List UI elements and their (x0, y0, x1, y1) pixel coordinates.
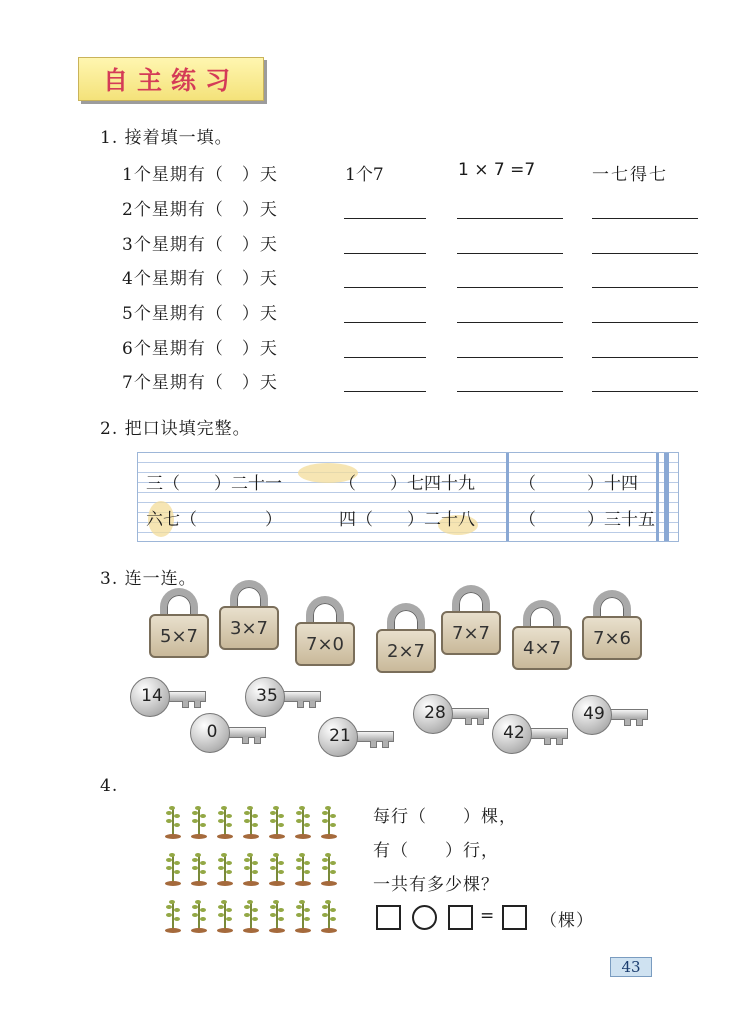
seedling-soil (165, 881, 181, 886)
seedling-icon (191, 852, 207, 888)
staff-barline (506, 453, 509, 541)
seedling-leaf (218, 858, 224, 862)
seedling-leaf (270, 811, 276, 815)
rhyme-blank[interactable]: 六七（ ） (146, 510, 282, 530)
seedling-leaf (278, 861, 284, 865)
seedling-stem (302, 808, 304, 835)
equation-result-box[interactable] (502, 905, 527, 930)
seedling-leaf (226, 823, 232, 827)
seedling-leaf (325, 900, 331, 904)
seedling-icon (217, 852, 233, 888)
q1-row-3 (120, 230, 720, 260)
seedling-leaf (296, 905, 302, 909)
q4-rows-prompt: 有（ ）行， (373, 841, 499, 861)
key-tooth (309, 701, 316, 708)
answer-blank[interactable] (457, 287, 563, 288)
seedling-leaf (195, 806, 201, 810)
lock-label: 7×6 (582, 616, 642, 660)
seedling-leaf (221, 853, 227, 857)
seedling-leaf (330, 870, 336, 874)
seedling-leaf (166, 913, 172, 917)
seedling-icon (269, 805, 285, 841)
seedling-leaf (244, 811, 250, 815)
seedling-leaf (226, 870, 232, 874)
seedling-icon (243, 899, 259, 935)
answer-blank[interactable] (344, 357, 426, 358)
seedling-leaf (270, 858, 276, 862)
seedling-leaf (325, 806, 331, 810)
seedling-leaf (226, 814, 232, 818)
key-label: 35 (256, 686, 278, 706)
seedling-soil (217, 881, 233, 886)
seedling-leaf (244, 905, 250, 909)
q1-row-7 (120, 368, 720, 398)
answer-blank[interactable] (457, 253, 563, 254)
seedling-leaf (174, 908, 180, 912)
q1-row-label: 1个星期有（ ）天 (122, 165, 278, 185)
seedling-leaf (192, 866, 198, 870)
seedling-leaf (322, 905, 328, 909)
key-label: 21 (329, 726, 351, 746)
seedling-leaf (195, 900, 201, 904)
answer-blank[interactable] (457, 357, 563, 358)
seedling-stem (250, 808, 252, 835)
key-tooth (297, 701, 304, 708)
seedling-leaf (278, 917, 284, 921)
q4-number: 4. (100, 776, 119, 796)
seedling-leaf (200, 908, 206, 912)
seedling-leaf (322, 866, 328, 870)
seedling-soil (165, 834, 181, 839)
seedling-leaf (304, 870, 310, 874)
seedling-soil (295, 834, 311, 839)
equation-operator-circle[interactable] (412, 905, 437, 930)
seedling-icon (165, 899, 181, 935)
seedling-leaf (218, 819, 224, 823)
seedling-icon (191, 899, 207, 935)
seedling-icon (165, 852, 181, 888)
seedling-leaf (166, 811, 172, 815)
seedling-stem (198, 808, 200, 835)
seedling-icon (269, 852, 285, 888)
seedling-leaf (304, 814, 310, 818)
lock-label: 7×0 (295, 622, 355, 666)
key-label: 42 (503, 723, 525, 743)
answer-blank[interactable] (344, 391, 426, 392)
seedling-leaf (218, 811, 224, 815)
section-title: 自主练习 (78, 57, 264, 101)
seedling-icon (165, 805, 181, 841)
seedling-soil (321, 834, 337, 839)
seedling-leaf (273, 900, 279, 904)
seedling-leaf (247, 806, 253, 810)
music-staff-panel (137, 452, 679, 542)
q1-row-6 (120, 334, 720, 364)
lock[interactable] (376, 603, 436, 673)
equals-sign: = (480, 906, 496, 926)
q1-row-label: 5个星期有（ ）天 (122, 304, 278, 324)
seedling-stem (172, 808, 174, 835)
seedling-leaf (270, 819, 276, 823)
seedling-stem (302, 855, 304, 882)
seedling-leaf (296, 811, 302, 815)
q1-row-5 (120, 299, 720, 329)
seedling-leaf (330, 861, 336, 865)
answer-blank[interactable] (457, 218, 563, 219)
seedling-leaf (226, 861, 232, 865)
seedling-leaf (252, 861, 258, 865)
lock[interactable] (149, 588, 209, 658)
seedling-leaf (174, 814, 180, 818)
seedling-leaf (325, 853, 331, 857)
key-tooth (194, 701, 201, 708)
seedling-stem (328, 902, 330, 929)
seedling-leaf (174, 917, 180, 921)
seedling-leaf (221, 806, 227, 810)
seedling-soil (191, 881, 207, 886)
rhyme-blank[interactable]: （ ）三十五 (519, 510, 655, 530)
seedling-stem (328, 855, 330, 882)
seedling-icon (295, 805, 311, 841)
seedling-soil (269, 881, 285, 886)
q1-row-4 (120, 264, 720, 294)
seedling-leaf (174, 823, 180, 827)
key-tooth (465, 718, 472, 725)
seedling-stem (172, 855, 174, 882)
seedling-soil (217, 834, 233, 839)
seedling-leaf (192, 811, 198, 815)
key[interactable] (130, 677, 208, 717)
seedling-leaf (330, 814, 336, 818)
seedling-leaf (330, 908, 336, 912)
key-tooth (636, 719, 643, 726)
q4-per-row-prompt: 每行（ ）棵， (373, 807, 517, 827)
seedling-leaf (226, 908, 232, 912)
seedling-icon (321, 899, 337, 935)
seedling-leaf (247, 900, 253, 904)
seedling-leaf (296, 913, 302, 917)
seedling-stem (198, 902, 200, 929)
seedling-leaf (169, 806, 175, 810)
q3-title: 3. 连一连。 (100, 569, 197, 589)
seedling-icon (243, 805, 259, 841)
seedling-icon (217, 805, 233, 841)
seedling-leaf (247, 853, 253, 857)
seedling-icon (191, 805, 207, 841)
seedling-icon (321, 805, 337, 841)
q2-title: 2. 把口诀填完整。 (100, 419, 251, 439)
seedling-icon (217, 899, 233, 935)
key-tooth (242, 737, 249, 744)
key-label: 49 (583, 704, 605, 724)
key-tooth (182, 701, 189, 708)
seedling-leaf (244, 819, 250, 823)
seedling-leaf (296, 866, 302, 870)
seedling-leaf (200, 814, 206, 818)
key-label: 28 (424, 703, 446, 723)
lock-label: 7×7 (441, 611, 501, 655)
seedling-leaf (200, 870, 206, 874)
seedling-leaf (278, 870, 284, 874)
key-label: 14 (141, 686, 163, 706)
rhyme-blank[interactable]: （ ）十四 (519, 474, 638, 494)
seedling-leaf (218, 866, 224, 870)
answer-blank[interactable] (592, 287, 698, 288)
seedling-leaf (218, 905, 224, 909)
seedling-soil (191, 928, 207, 933)
lock[interactable] (582, 590, 642, 660)
key-tooth (544, 738, 551, 745)
key[interactable] (318, 717, 396, 757)
seedling-soil (295, 881, 311, 886)
seedling-stem (224, 808, 226, 835)
seedling-soil (191, 834, 207, 839)
seedling-leaf (166, 905, 172, 909)
seedling-leaf (299, 900, 305, 904)
key-tooth (556, 738, 563, 745)
lock-label: 3×7 (219, 606, 279, 650)
seedling-leaf (200, 917, 206, 921)
unit-label: （棵） (540, 911, 594, 931)
seedling-leaf (296, 819, 302, 823)
key[interactable] (413, 694, 491, 734)
answer-blank[interactable] (344, 322, 426, 323)
seedling-leaf (296, 858, 302, 862)
answer-blank[interactable] (592, 253, 698, 254)
seedling-stem (276, 808, 278, 835)
seedling-leaf (304, 908, 310, 912)
seedling-leaf (322, 811, 328, 815)
lock-label: 2×7 (376, 629, 436, 673)
seedling-soil (295, 928, 311, 933)
seedling-stem (302, 902, 304, 929)
seedling-leaf (330, 917, 336, 921)
q1-title: 1. 接着填一填。 (100, 128, 233, 148)
staff-barline (656, 453, 659, 541)
rhyme-blank[interactable]: 三（ ）二十一 (146, 474, 282, 494)
seedling-leaf (304, 823, 310, 827)
seedling-leaf (218, 913, 224, 917)
seedling-leaf (322, 819, 328, 823)
answer-blank[interactable] (592, 218, 698, 219)
page-number: 43 (610, 957, 652, 977)
seedling-soil (269, 928, 285, 933)
answer-blank[interactable] (592, 322, 698, 323)
seedling-leaf (221, 900, 227, 904)
seedling-leaf (299, 853, 305, 857)
equation-number-box[interactable] (376, 905, 401, 930)
q1-row-1 (120, 160, 720, 190)
key[interactable] (492, 714, 570, 754)
seedling-stem (328, 808, 330, 835)
seedling-stem (250, 855, 252, 882)
seedling-soil (217, 928, 233, 933)
q1-row-label: 4个星期有（ ）天 (122, 269, 278, 289)
seedling-leaf (192, 913, 198, 917)
key-tooth (382, 741, 389, 748)
seedling-leaf (166, 866, 172, 870)
seedling-stem (172, 902, 174, 929)
rhyme-blank[interactable]: 四（ ）二十八 (339, 510, 475, 530)
seedling-leaf (273, 806, 279, 810)
seedling-leaf (252, 814, 258, 818)
q1-row-label: 7个星期有（ ）天 (122, 373, 278, 393)
seedling-leaf (270, 905, 276, 909)
seedling-stem (276, 855, 278, 882)
key-tooth (370, 741, 377, 748)
answer-blank[interactable] (344, 287, 426, 288)
seedling-leaf (200, 861, 206, 865)
key[interactable] (190, 713, 268, 753)
key[interactable] (245, 677, 323, 717)
seedling-leaf (278, 908, 284, 912)
seedling-leaf (270, 866, 276, 870)
seedling-stem (250, 902, 252, 929)
seedling-leaf (244, 913, 250, 917)
answer-blank[interactable] (344, 253, 426, 254)
seedling-soil (321, 928, 337, 933)
seedling-leaf (322, 913, 328, 917)
seedling-leaf (244, 866, 250, 870)
lock[interactable] (441, 585, 501, 655)
seedling-soil (321, 881, 337, 886)
seedling-icon (269, 899, 285, 935)
staff-barline (664, 453, 669, 541)
q1-row-2 (120, 195, 720, 225)
seedling-leaf (270, 913, 276, 917)
lock-label: 5×7 (149, 614, 209, 658)
seedling-leaf (195, 853, 201, 857)
seedling-stem (198, 855, 200, 882)
seedling-leaf (174, 870, 180, 874)
answer-blank[interactable] (344, 218, 426, 219)
q1-row1-addition: 1个7 (345, 165, 384, 185)
lock[interactable] (295, 596, 355, 666)
answer-blank[interactable] (457, 322, 563, 323)
seedling-leaf (200, 823, 206, 827)
seedling-leaf (304, 861, 310, 865)
key-label: 0 (206, 722, 218, 742)
seedling-leaf (169, 900, 175, 904)
lock[interactable] (512, 600, 572, 670)
seedling-stem (276, 902, 278, 929)
seedling-leaf (278, 823, 284, 827)
seedling-leaf (252, 823, 258, 827)
seedling-soil (243, 928, 259, 933)
seedling-leaf (322, 858, 328, 862)
q1-row1-multiplication: 1 × 7 =7 (458, 160, 536, 180)
seedling-leaf (304, 917, 310, 921)
seedling-soil (269, 834, 285, 839)
seedling-icon (243, 852, 259, 888)
seedling-leaf (278, 814, 284, 818)
seedling-leaf (244, 858, 250, 862)
seedling-leaf (252, 917, 258, 921)
seedling-icon (295, 899, 311, 935)
answer-blank[interactable] (457, 391, 563, 392)
lock-label: 4×7 (512, 626, 572, 670)
key-tooth (477, 718, 484, 725)
equation-number-box[interactable] (448, 905, 473, 930)
seedling-leaf (166, 819, 172, 823)
q1-row-label: 2个星期有（ ）天 (122, 200, 278, 220)
key-tooth (624, 719, 631, 726)
seedling-leaf (169, 853, 175, 857)
seedling-stem (224, 902, 226, 929)
seedling-leaf (192, 819, 198, 823)
q1-row-label: 6个星期有（ ）天 (122, 339, 278, 359)
seedling-leaf (192, 858, 198, 862)
seedling-icon (321, 852, 337, 888)
rhyme-blank[interactable]: （ ）七四十九 (339, 474, 475, 494)
seedling-leaf (174, 861, 180, 865)
seedling-leaf (252, 870, 258, 874)
seedling-leaf (273, 853, 279, 857)
lock[interactable] (219, 580, 279, 650)
seedling-leaf (252, 908, 258, 912)
seedling-soil (243, 834, 259, 839)
q4-question: 一共有多少棵？ (373, 875, 499, 895)
seedling-leaf (299, 806, 305, 810)
key[interactable] (572, 695, 650, 735)
answer-blank[interactable] (592, 391, 698, 392)
seedling-leaf (166, 858, 172, 862)
q1-row-label: 3个星期有（ ）天 (122, 235, 278, 255)
seedling-stem (224, 855, 226, 882)
seedling-soil (243, 881, 259, 886)
seedling-leaf (226, 917, 232, 921)
answer-blank[interactable] (592, 357, 698, 358)
seedling-leaf (192, 905, 198, 909)
seedling-soil (165, 928, 181, 933)
seedling-leaf (330, 823, 336, 827)
key-tooth (254, 737, 261, 744)
q1-row1-rhyme: 一七得七 (592, 165, 668, 185)
seedling-icon (295, 852, 311, 888)
